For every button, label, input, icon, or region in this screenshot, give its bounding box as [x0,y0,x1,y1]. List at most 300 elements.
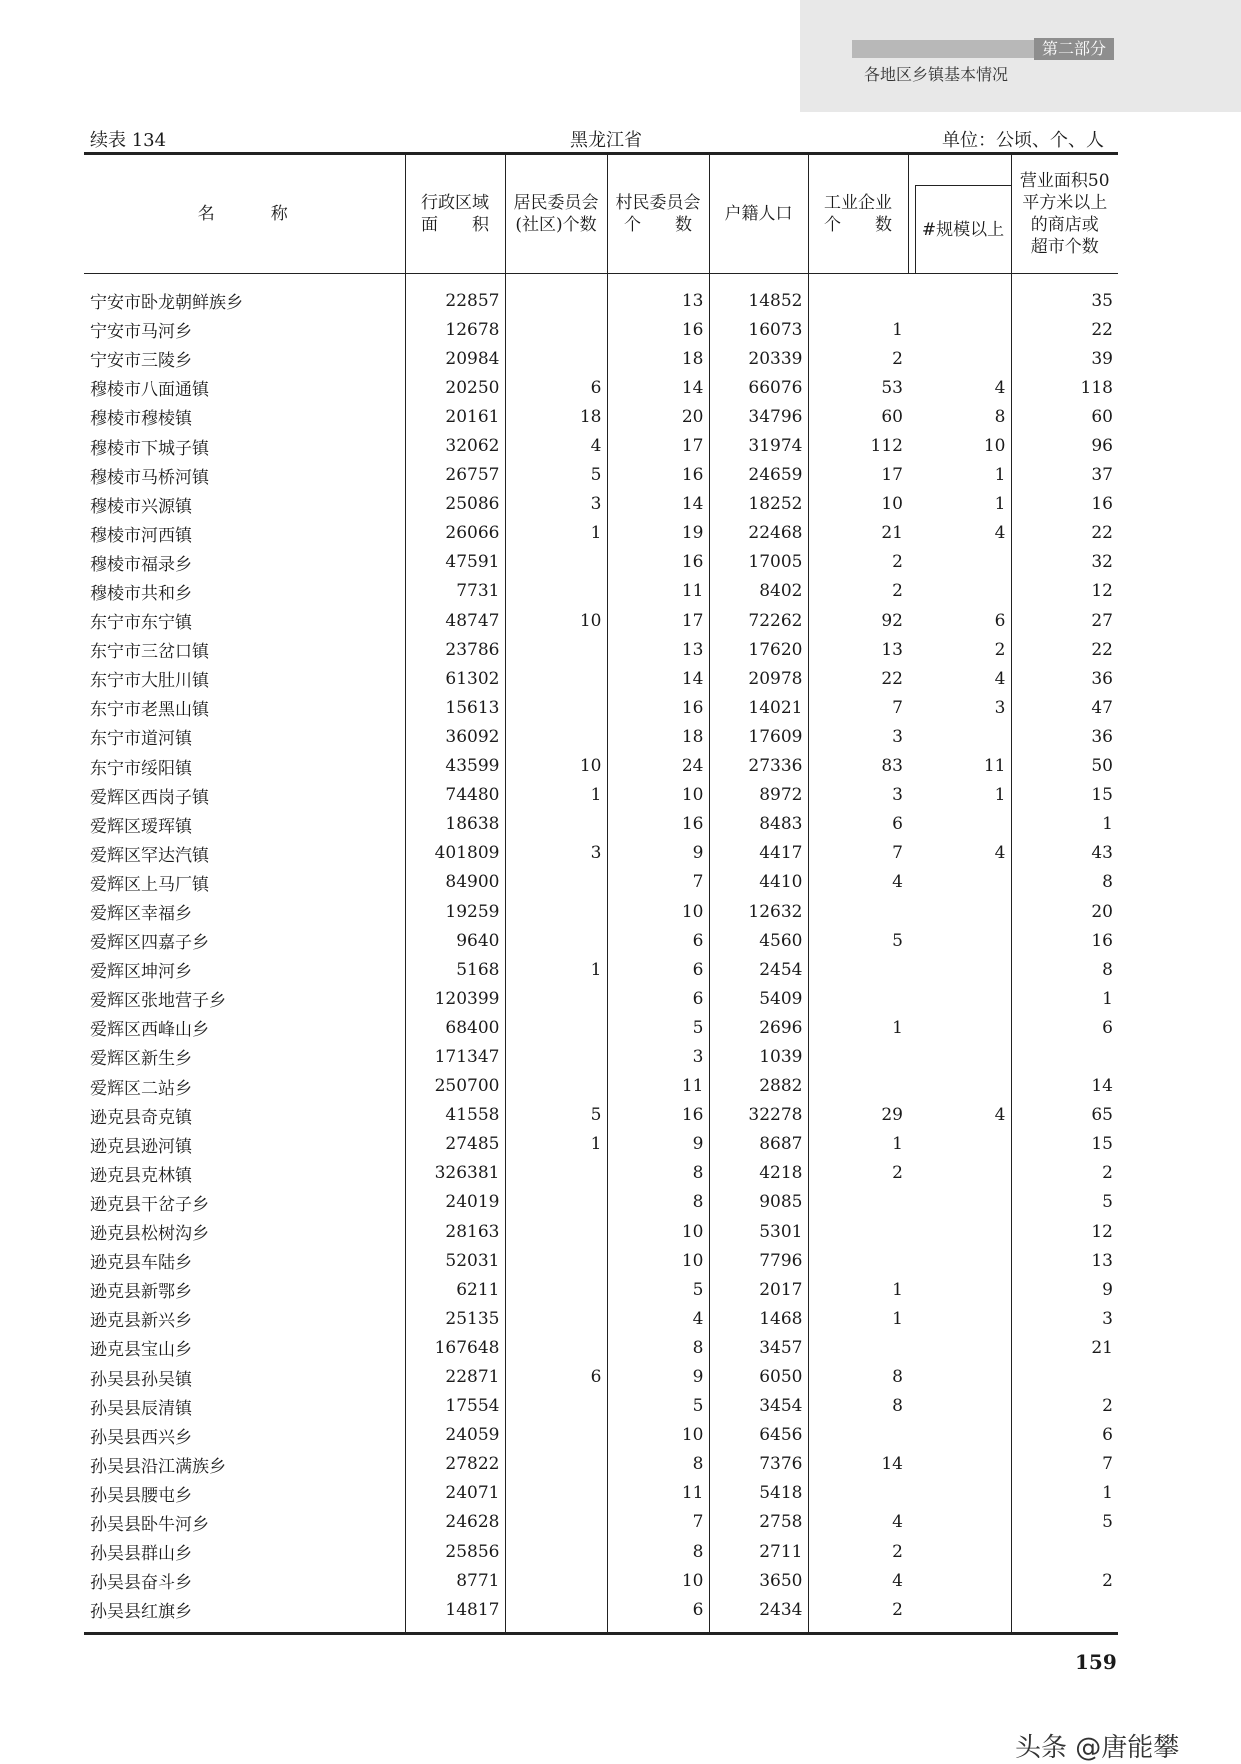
table-cell: 74480 [405,781,505,810]
table-cell [505,1333,607,1362]
table-cell: 19 [607,519,709,548]
table-cell-name: 东宁市东宁镇 [90,613,192,634]
table-cell: 16 [607,548,709,577]
table-cell: 53 [808,373,908,402]
table-cell [908,1042,1011,1071]
table-cell: 3 [808,722,908,751]
table-cell: 10 [607,781,709,810]
table-cell: 47 [1011,693,1118,722]
table-cell: 6050 [709,1362,808,1391]
table-row [84,606,1118,635]
table-cell: 43 [1011,839,1118,868]
table-cell [505,1304,607,1333]
table-cell: 8 [607,1188,709,1217]
table-row [84,781,1118,810]
table-cell [908,1333,1011,1362]
table-cell-name: 孙吴县西兴乡 [90,1427,192,1448]
table-cell: 5 [1011,1188,1118,1217]
table-cell: 36092 [405,722,505,751]
table-cell: 20984 [405,344,505,373]
table-cell [908,315,1011,344]
table-cell-name: 孙吴县孙吴镇 [90,1369,192,1390]
table-cell-name: 东宁市道河镇 [90,729,192,750]
table-cell: 17 [607,431,709,460]
table-cell [908,1421,1011,1450]
table-cell-name: 穆棱市福录乡 [90,554,192,575]
table-cell: 250700 [405,1072,505,1101]
table-row [84,1159,1118,1188]
table-cell-name: 逊克县新鄂乡 [90,1282,192,1303]
table-cell: 8 [1011,868,1118,897]
table-cell: 13 [607,274,709,316]
table-row [84,1392,1118,1421]
table-cell [505,548,607,577]
table-cell: 4 [808,868,908,897]
table-cell [908,1013,1011,1042]
table-cell [908,1188,1011,1217]
table-cell: 61302 [405,664,505,693]
table-cell: 26066 [405,519,505,548]
table-cell: 7 [808,839,908,868]
table-cell [505,1246,607,1275]
table-cell-name: 逊克县宝山乡 [90,1340,192,1361]
table-cell [808,1421,908,1450]
data-table [84,152,1118,1635]
table-cell [505,1537,607,1566]
table-cell-name: 穆棱市共和乡 [90,583,192,604]
table-cell: 16 [607,315,709,344]
table-cell: 2434 [709,1595,808,1634]
table-cell-name: 东宁市大肚川镇 [90,671,209,692]
table-cell: 13 [808,635,908,664]
table-number: 续表 134 [90,130,167,151]
table-cell: 48747 [405,606,505,635]
table-cell: 2 [808,1159,908,1188]
table-cell [505,635,607,664]
table-cell: 2 [808,1595,908,1634]
table-cell: 9 [1011,1275,1118,1304]
table-cell: 22 [808,664,908,693]
table-cell: 2 [1011,1566,1118,1595]
table-cell: 11 [607,1072,709,1101]
table-row [84,810,1118,839]
table-cell: 16 [1011,926,1118,955]
table-row [84,1537,1118,1566]
table-cell [808,897,908,926]
table-row [84,752,1118,781]
table-cell: 14852 [709,274,808,316]
table-cell: 24019 [405,1188,505,1217]
table-cell-name: 爱辉区新生乡 [90,1049,192,1070]
table-row [84,897,1118,926]
table-cell-name: 孙吴县红旗乡 [90,1602,192,1623]
table-cell [505,926,607,955]
table-cell: 17005 [709,548,808,577]
table-cell [908,1159,1011,1188]
table-cell: 2711 [709,1537,808,1566]
table-cell: 20 [607,402,709,431]
table-cell: 14817 [405,1595,505,1634]
table-cell [505,315,607,344]
table-cell: 5168 [405,955,505,984]
table-cell: 2 [808,344,908,373]
section-label: 各地区乡镇基本情况 [864,65,1009,84]
table-cell: 7796 [709,1246,808,1275]
table-cell [908,1566,1011,1595]
table-cell [505,868,607,897]
table-cell: 16 [1011,490,1118,519]
table-cell: 27336 [709,752,808,781]
table-cell: 6456 [709,1421,808,1450]
column-header-above-scale: #规模以上 [908,154,1011,274]
table-cell-name: 孙吴县辰清镇 [90,1398,192,1419]
table-cell [808,984,908,1013]
table-cell: 47591 [405,548,505,577]
column-header-area: 行政区域 面 积 [405,154,505,274]
table-cell: 1 [1011,984,1118,1013]
table-cell: 3650 [709,1566,808,1595]
table-cell: 5 [607,1013,709,1042]
table-cell [505,1188,607,1217]
table-cell: 18 [607,722,709,751]
table-cell-name: 穆棱市兴源镇 [90,496,192,517]
table-row [84,1566,1118,1595]
table-cell: 24659 [709,461,808,490]
table-cell: 4 [607,1304,709,1333]
table-cell: 4410 [709,868,808,897]
table-cell-name: 穆棱市穆棱镇 [90,409,192,430]
table-row [84,1333,1118,1362]
table-cell: 16 [607,810,709,839]
table-row [84,955,1118,984]
part-label: 第二部分 [1034,38,1114,60]
table-cell: 32278 [709,1101,808,1130]
table-cell: 7 [1011,1450,1118,1479]
column-header-industrial-enterprises: 工业企业 个 数 [808,154,908,274]
table-cell: 24628 [405,1508,505,1537]
table-cell [908,1072,1011,1101]
table-cell: 10 [607,1421,709,1450]
table-cell [808,1246,908,1275]
table-cell: 9 [607,1362,709,1391]
table-cell: 5 [607,1275,709,1304]
table-cell: 8771 [405,1566,505,1595]
table-cell: 22 [1011,519,1118,548]
table-cell: 9 [607,839,709,868]
table-cell [908,1508,1011,1537]
table-cell: 29 [808,1101,908,1130]
table-cell: 112 [808,431,908,460]
table-cell: 6 [607,926,709,955]
table-cell: 16073 [709,315,808,344]
table-cell: 8972 [709,781,808,810]
table-cell: 92 [808,606,908,635]
table-cell: 3 [505,839,607,868]
table-cell: 3 [1011,1304,1118,1333]
units-label: 单位：公顷、个、人 [942,130,1104,151]
table-cell: 10 [607,1566,709,1595]
table-cell: 11 [983,756,1006,777]
table-cell: 10 [505,752,607,781]
table-cell: 18252 [709,490,808,519]
table-cell: 34796 [709,402,808,431]
table-row [84,664,1118,693]
table-cell: 12632 [709,897,808,926]
table-cell: 10 [983,436,1006,457]
table-cell: 24059 [405,1421,505,1450]
table-cell [505,274,607,316]
table-cell: 1 [505,1130,607,1159]
table-cell-name: 逊克县奇克镇 [90,1107,192,1128]
table-cell: 23786 [405,635,505,664]
table-cell: 14021 [709,693,808,722]
table-cell: 22468 [709,519,808,548]
table-row [84,1130,1118,1159]
table-cell-name: 宁安市马河乡 [90,322,192,343]
table-cell: 12678 [405,315,505,344]
table-cell: 4 [505,431,607,460]
table-cell: 401809 [405,839,505,868]
table-cell: 5 [505,1101,607,1130]
table-cell: 72262 [709,606,808,635]
table-row [84,490,1118,519]
table-cell: 10 [607,897,709,926]
table-cell: 6 [1011,1421,1118,1450]
table-cell-name: 宁安市三陵乡 [90,351,192,372]
table-cell: 3 [808,781,908,810]
table-cell [808,1072,908,1101]
table-cell: 12 [1011,1217,1118,1246]
table-cell: 22857 [405,274,505,316]
table-cell: 2 [1011,1159,1118,1188]
table-cell: 15613 [405,693,505,722]
table-cell: 10 [808,490,908,519]
table-cell [908,1595,1011,1634]
table-cell-name: 爱辉区上马厂镇 [90,874,209,895]
table-row [84,548,1118,577]
table-cell: 8687 [709,1130,808,1159]
table-cell: 14 [607,490,709,519]
table-cell [1011,1537,1118,1566]
table-cell [505,897,607,926]
table-cell: 17 [808,461,908,490]
table-cell: 66076 [709,373,808,402]
table-cell-name: 爱辉区四嘉子乡 [90,933,209,954]
table-cell: 19259 [405,897,505,926]
table-cell: 5 [607,1392,709,1421]
table-cell [908,1537,1011,1566]
table-cell [505,722,607,751]
table-row [84,1246,1118,1275]
table-cell: 8 [607,1159,709,1188]
table-row [84,344,1118,373]
table-cell: 18 [607,344,709,373]
table-cell: 13 [607,635,709,664]
table-cell: 20250 [405,373,505,402]
table-cell: 60 [808,402,908,431]
table-cell: 21 [1011,1333,1118,1362]
table-cell: 16 [607,693,709,722]
table-cell [1011,1595,1118,1634]
table-cell [505,344,607,373]
table-cell: 6 [607,955,709,984]
table-row [84,1217,1118,1246]
page-number: 159 [1075,1650,1117,1674]
table-cell: 12 [1011,577,1118,606]
table-cell: 10 [505,606,607,635]
table-row [84,868,1118,897]
column-header-population: 户籍人口 [709,154,808,274]
table-cell: 6211 [405,1275,505,1304]
table-cell-name: 孙吴县卧牛河乡 [90,1514,209,1535]
table-row [84,1421,1118,1450]
table-cell [908,984,1011,1013]
table-cell [505,1042,607,1071]
table-row [84,635,1118,664]
table-cell: 11 [607,577,709,606]
table-cell: 18 [505,402,607,431]
table-cell: 4218 [709,1159,808,1188]
table-cell: 36 [1011,664,1118,693]
table-row [84,431,1118,460]
table-cell-name: 爱辉区罕达汽镇 [90,845,209,866]
table-cell: 1 [505,781,607,810]
table-cell: 16 [607,1101,709,1130]
table-cell-name: 爱辉区张地营子乡 [90,991,226,1012]
table-cell: 8 [994,406,1006,427]
table-cell: 27485 [405,1130,505,1159]
table-cell: 118 [1011,373,1118,402]
table-cell [505,1595,607,1634]
table-cell [505,1275,607,1304]
table-row [84,1595,1118,1634]
table-cell: 2 [808,1537,908,1566]
table-cell: 2758 [709,1508,808,1537]
table-cell: 6 [607,1595,709,1634]
table-cell: 17 [607,606,709,635]
table-cell: 1 [994,465,1006,486]
table-cell: 22871 [405,1362,505,1391]
table-cell: 22 [1011,315,1118,344]
table-row [84,1304,1118,1333]
table-cell: 171347 [405,1042,505,1071]
table-cell: 14 [1011,1072,1118,1101]
table-cell: 8483 [709,810,808,839]
table-cell: 65 [1011,1101,1118,1130]
table-cell-name: 宁安市卧龙朝鲜族乡 [90,293,243,314]
table-cell [908,1479,1011,1508]
table-cell: 52031 [405,1246,505,1275]
table-row [84,926,1118,955]
table-cell: 1468 [709,1304,808,1333]
table-cell: 8 [808,1362,908,1391]
table-cell: 9640 [405,926,505,955]
table-cell: 120399 [405,984,505,1013]
table-cell-name: 爱辉区西岗子镇 [90,787,209,808]
table-row [84,1479,1118,1508]
table-row [84,984,1118,1013]
table-cell: 24 [607,752,709,781]
table-cell: 1 [808,1275,908,1304]
table-cell: 15 [1011,781,1118,810]
table-cell: 4 [808,1566,908,1595]
table-cell: 4 [994,523,1006,544]
table-cell: 39 [1011,344,1118,373]
table-cell-name: 孙吴县腰屯乡 [90,1485,192,1506]
table-row [84,373,1118,402]
table-cell: 1 [994,494,1006,515]
table-row [84,839,1118,868]
table-cell [908,955,1011,984]
table-cell: 83 [808,752,908,781]
table-cell: 8 [808,1392,908,1421]
table-cell: 2 [808,577,908,606]
table-cell: 4 [994,843,1006,864]
table-cell-name: 逊克县克林镇 [90,1165,192,1186]
table-cell [908,1275,1011,1304]
table-cell-name: 逊克县逊河镇 [90,1136,192,1157]
table-cell [505,1159,607,1188]
table-cell: 4 [994,668,1006,689]
table-cell: 41558 [405,1101,505,1130]
table-cell [808,1042,908,1071]
table-cell: 3 [607,1042,709,1071]
table-cell-name: 东宁市三岔口镇 [90,642,209,663]
table-cell [908,1304,1011,1333]
table-cell: 68400 [405,1013,505,1042]
table-cell: 20978 [709,664,808,693]
table-cell: 20 [1011,897,1118,926]
table-cell: 6 [808,810,908,839]
table-cell: 10 [607,1246,709,1275]
table-cell-name: 爱辉区瑷珲镇 [90,816,192,837]
table-cell: 4 [994,377,1006,398]
table-cell: 16 [607,461,709,490]
table-cell-name: 爱辉区幸福乡 [90,904,192,925]
table-cell: 25135 [405,1304,505,1333]
table-cell [908,868,1011,897]
table-row [84,1508,1118,1537]
table-cell [505,810,607,839]
table-cell-name: 爱辉区坤河乡 [90,962,192,983]
table-row [84,722,1118,751]
table-cell [505,577,607,606]
table-cell: 9 [607,1130,709,1159]
table-cell: 3 [994,697,1006,718]
table-cell: 3 [505,490,607,519]
table-cell [808,1217,908,1246]
table-cell: 5 [1011,1508,1118,1537]
table-cell [505,1479,607,1508]
table-cell [505,984,607,1013]
table-cell: 4417 [709,839,808,868]
table-cell: 28163 [405,1217,505,1246]
table-cell [908,1246,1011,1275]
table-cell: 21 [808,519,908,548]
table-row [84,693,1118,722]
table-cell: 22 [1011,635,1118,664]
table-cell: 3457 [709,1333,808,1362]
table-cell: 27822 [405,1450,505,1479]
table-cell: 6 [505,1362,607,1391]
table-cell [908,1130,1011,1159]
table-cell: 1 [1011,810,1118,839]
table-cell-name: 穆棱市八面通镇 [90,380,209,401]
table-cell: 1 [505,519,607,548]
table-cell: 36 [1011,722,1118,751]
table-row [84,274,1118,316]
table-cell: 7 [607,868,709,897]
